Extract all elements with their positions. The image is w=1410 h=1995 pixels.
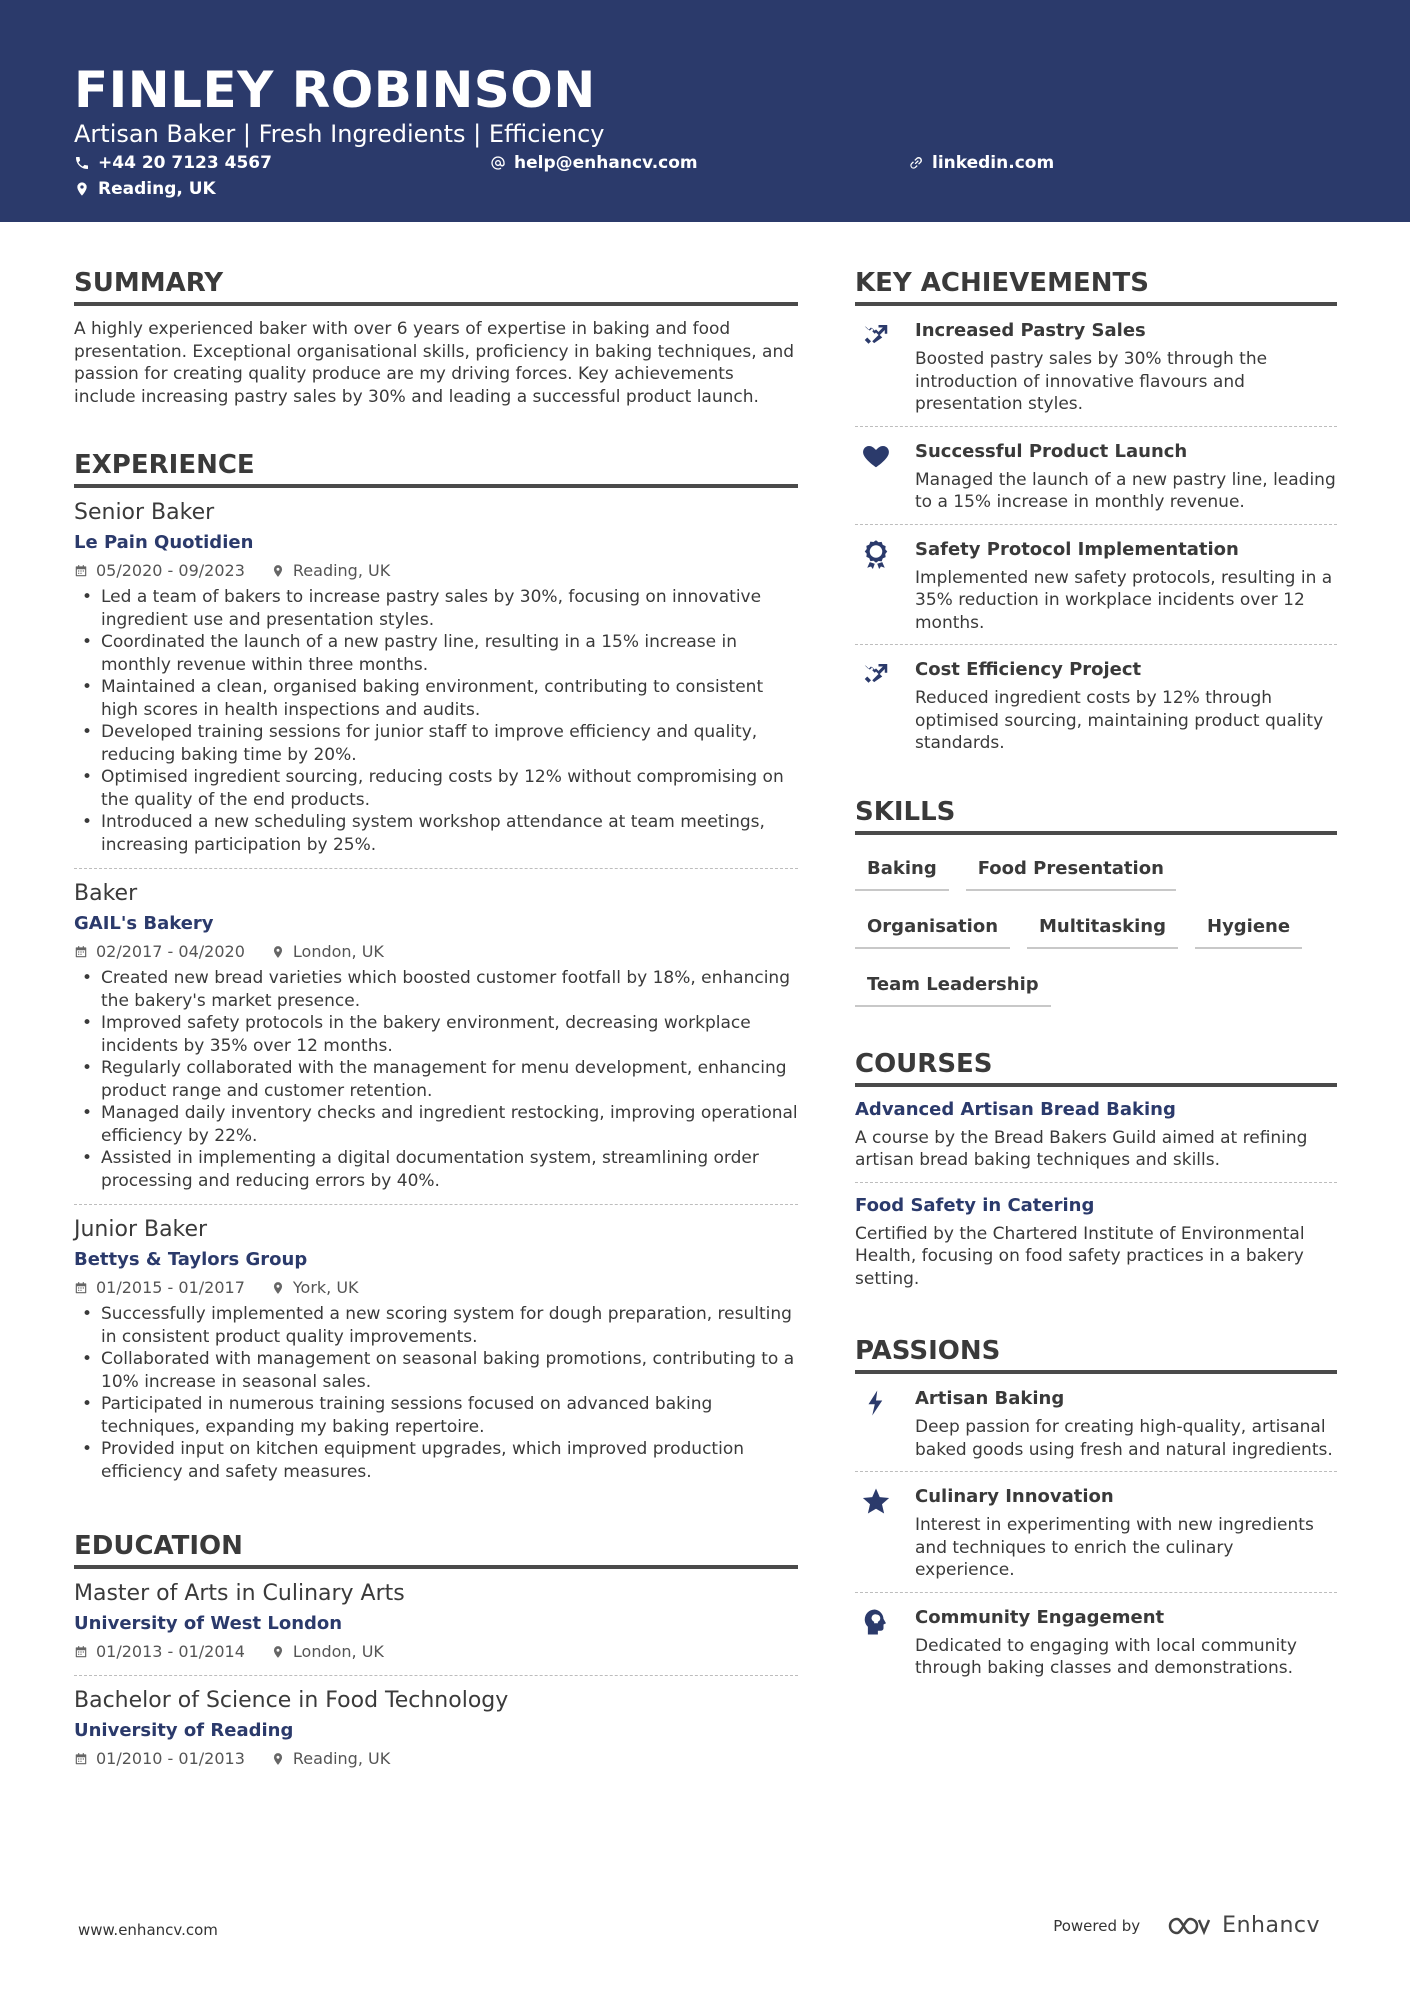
footer-branding (1053, 1913, 1320, 1938)
job-bullet: • Maintained a clean, organised baking environment, contributing to consistent high scores in health inspections and audits. (74, 676, 798, 721)
job-bullet: • Participated in numerous training sessions focused on advanced baking techniques, expanding my baking repertoire. (74, 1393, 798, 1438)
skills-title: SKILLS (855, 795, 1337, 835)
candidate-name: FINLEY ROBINSON (74, 61, 596, 119)
job-company: GAIL's Bakery (74, 913, 214, 934)
summary-text: A highly experienced baker with over 6 years of expertise in baking and food presentation. Exceptional organisational skills, proficiency in baking techniques, and passion for creating quality produce are my driving forces. Key achievements include increasing pastry sales by 30% and leading a successful product launch. (74, 319, 795, 407)
achievements-section (855, 266, 1337, 765)
job-bullets (74, 1303, 798, 1483)
powered-by-text: Powered by (1053, 1916, 1141, 1935)
brand-name: Enhancv (1222, 1913, 1320, 1938)
skill-tag: Team Leadership (855, 959, 1051, 1007)
lightning-icon (861, 1388, 891, 1418)
education-school: University of West London (74, 1613, 343, 1634)
passions-title: PASSIONS (855, 1334, 1337, 1374)
job-meta (74, 941, 798, 963)
job-role: Baker (74, 881, 138, 906)
course-title: Advanced Artisan Bread Baking (855, 1098, 1176, 1120)
job-bullet: • Collaborated with management on seasonal baking promotions, contributing to a 10% increase in seasonal sales. (74, 1348, 798, 1393)
contact-location (74, 178, 216, 200)
experience-section (74, 448, 798, 1495)
location-pin-icon (271, 1752, 285, 1766)
location-pin-icon (271, 1645, 285, 1659)
courses-title: COURSES (855, 1047, 1337, 1087)
passion-title: Culinary Innovation (915, 1486, 1114, 1507)
skill-tag: Organisation (855, 901, 1010, 949)
at-icon (490, 155, 506, 171)
job-bullet: • Created new bread varieties which boosted customer footfall by 18%, enhancing the bakery's market presence. (74, 967, 798, 1012)
achievement-item (855, 645, 1337, 765)
education-dates: 01/2013 - 01/2014 (96, 1642, 245, 1661)
education-location-text: Reading, UK (292, 1749, 391, 1768)
award-ribbon-icon (861, 539, 891, 569)
brand-logo[interactable] (1166, 1913, 1320, 1938)
link-icon (908, 155, 924, 171)
skill-tag: Food Presentation (966, 843, 1176, 891)
education-degree: Master of Arts in Culinary Arts (74, 1581, 405, 1606)
calendar-icon (74, 1645, 88, 1659)
footer-website[interactable]: www.enhancv.com (78, 1921, 218, 1939)
linkedin-text: linkedin.com (932, 153, 1055, 173)
summary-title: SUMMARY (74, 266, 798, 306)
location-pin-icon (271, 1281, 285, 1295)
job-bullet: • Optimised ingredient sourcing, reducing costs by 12% without compromising on the quality of the end products. (74, 766, 798, 811)
job-role: Junior Baker (74, 1217, 208, 1242)
course-item (855, 1183, 1337, 1301)
passion-item (855, 1374, 1337, 1472)
education-entry (74, 1676, 798, 1782)
passion-item (855, 1472, 1337, 1593)
skills-section (855, 795, 1337, 1017)
education-school: University of Reading (74, 1720, 294, 1741)
job-entry (74, 488, 798, 869)
job-bullet: • Introduced a new scheduling system workshop attendance at team meetings, increasing participation by 25%. (74, 811, 798, 856)
right-column (855, 266, 1337, 1690)
experience-title: EXPERIENCE (74, 448, 798, 488)
location-pin-icon (271, 945, 285, 959)
heart-icon (861, 441, 891, 471)
achievement-desc: Implemented new safety protocols, resulting in a 35% reduction in workplace incidents over 12 months. (915, 567, 1333, 633)
education-location (271, 1641, 384, 1663)
calendar-icon (74, 564, 88, 578)
candidate-tagline: Artisan Baker | Fresh Ingredients | Efficiency (74, 120, 605, 148)
courses-section (855, 1047, 1337, 1301)
passions-section (855, 1334, 1337, 1690)
header-banner (0, 0, 1410, 222)
calendar-icon (74, 1281, 88, 1295)
contact-linkedin[interactable] (908, 152, 1054, 174)
education-title: EDUCATION (74, 1529, 798, 1569)
job-entry (74, 869, 798, 1205)
education-meta (74, 1748, 798, 1770)
growth-arrow-icon (861, 659, 891, 689)
job-entry (74, 1205, 798, 1495)
job-bullet: • Successfully implemented a new scoring system for dough preparation, resulting in consistent product quality improvements. (74, 1303, 798, 1348)
contact-email[interactable] (490, 152, 698, 174)
skill-tag: Hygiene (1195, 901, 1302, 949)
head-idea-icon (861, 1607, 891, 1637)
job-bullet: • Coordinated the launch of a new pastry line, resulting in a 15% increase in monthly revenue within three months. (74, 631, 798, 676)
education-dates: 01/2010 - 01/2013 (96, 1749, 245, 1768)
location-pin-icon (271, 564, 285, 578)
job-location-text: York, UK (292, 1278, 359, 1297)
calendar-icon (74, 1752, 88, 1766)
job-bullet: • Provided input on kitchen equipment upgrades, which improved production efficiency and safety measures. (74, 1438, 798, 1483)
course-item (855, 1087, 1337, 1183)
education-degree: Bachelor of Science in Food Technology (74, 1688, 509, 1713)
achievement-title: Increased Pastry Sales (915, 320, 1146, 341)
job-company: Bettys & Taylors Group (74, 1249, 308, 1270)
job-location-text: London, UK (292, 942, 384, 961)
passion-title: Artisan Baking (915, 1388, 1065, 1409)
achievement-item (855, 306, 1337, 427)
summary-section (74, 266, 798, 408)
education-entry (74, 1569, 798, 1676)
job-location-text: Reading, UK (292, 561, 391, 580)
education-location (271, 1748, 390, 1770)
passion-item (855, 1593, 1337, 1690)
education-meta (74, 1641, 798, 1663)
job-company: Le Pain Quotidien (74, 532, 254, 553)
location-text: Reading, UK (98, 179, 216, 199)
phone-icon (74, 155, 90, 171)
enhancv-logo-icon (1166, 1914, 1212, 1938)
job-location (271, 941, 384, 963)
job-meta (74, 1277, 798, 1299)
location-pin-icon (74, 181, 90, 197)
left-column (74, 266, 798, 1782)
achievement-title: Successful Product Launch (915, 440, 1188, 462)
course-desc: Certified by the Chartered Institute of Environmental Health, focusing on food safety practices in a bakery setting. (855, 1223, 1305, 1289)
job-bullet: • Managed daily inventory checks and ingredient restocking, improving operational efficiency by 22%. (74, 1102, 798, 1147)
contact-phone[interactable] (74, 152, 272, 174)
skill-tag: Multitasking (1027, 901, 1178, 949)
job-dates: 05/2020 - 09/2023 (96, 561, 245, 580)
passion-desc: Interest in experimenting with new ingredients and techniques to enrich the culinary experience. (915, 1515, 1314, 1580)
calendar-icon (74, 945, 88, 959)
achievements-title: KEY ACHIEVEMENTS (855, 266, 1337, 306)
achievement-item (855, 525, 1337, 646)
job-bullet: • Improved safety protocols in the bakery environment, decreasing workplace incidents by 35% over 12 months. (74, 1012, 798, 1057)
phone-text: +44 20 7123 4567 (98, 153, 272, 173)
growth-arrow-icon (861, 320, 891, 350)
job-bullet: • Developed training sessions for junior staff to improve efficiency and quality, reducing baking time by 20%. (74, 721, 798, 766)
job-bullet: • Led a team of bakers to increase pastry sales by 30%, focusing on innovative ingredient use and presentation styles. (74, 586, 798, 631)
job-bullets (74, 967, 798, 1192)
education-section (74, 1529, 798, 1782)
job-meta (74, 560, 798, 582)
passion-title: Community Engagement (915, 1606, 1165, 1628)
star-icon (861, 1486, 891, 1516)
email-text: help@enhancv.com (514, 153, 698, 173)
achievement-title: Safety Protocol Implementation (915, 538, 1239, 560)
job-bullet: • Assisted in implementing a digital documentation system, streamlining order processing and reducing errors by 40%. (74, 1147, 798, 1192)
achievement-item (855, 427, 1337, 525)
course-title: Food Safety in Catering (855, 1194, 1095, 1216)
achievement-desc: Reduced ingredient costs by 12% through optimised sourcing, maintaining product quality standards. (915, 688, 1324, 753)
course-desc: A course by the Bread Bakers Guild aimed at refining artisan bread baking techniques and skills. (855, 1127, 1308, 1170)
achievement-title: Cost Efficiency Project (915, 659, 1142, 680)
job-role: Senior Baker (74, 500, 215, 525)
job-location (271, 1277, 359, 1299)
job-dates: 01/2015 - 01/2017 (96, 1278, 245, 1297)
job-location (271, 560, 390, 582)
skills-list (855, 843, 1337, 1017)
education-location-text: London, UK (292, 1642, 384, 1661)
job-dates: 02/2017 - 04/2020 (96, 942, 245, 961)
passion-desc: Dedicated to engaging with local community through baking classes and demonstrations. (915, 1635, 1297, 1678)
skill-tag: Baking (855, 843, 949, 891)
job-bullets (74, 586, 798, 856)
passion-desc: Deep passion for creating high-quality, artisanal baked goods using fresh and natural ingredients. (915, 1417, 1333, 1460)
achievement-desc: Managed the launch of a new pastry line, leading to a 15% increase in monthly revenue. (915, 469, 1336, 512)
achievement-desc: Boosted pastry sales by 30% through the introduction of innovative flavours and presentation styles. (915, 349, 1268, 414)
job-bullet: • Regularly collaborated with the management for menu development, enhancing product range and customer retention. (74, 1057, 798, 1102)
